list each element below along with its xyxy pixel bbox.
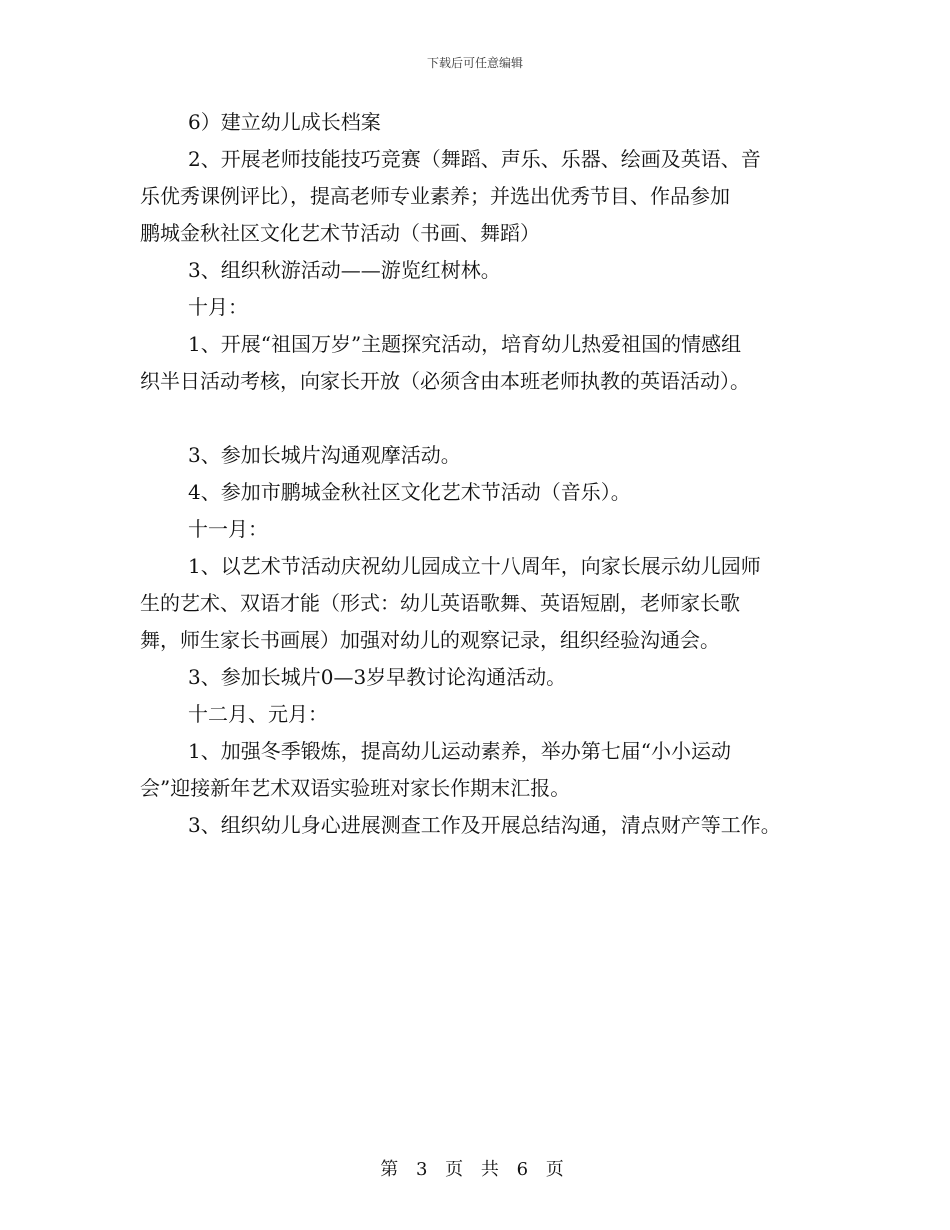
- paragraph-line: 3、组织幼儿身心进展测查工作及开展总结沟通，清点财产等工作。: [188, 813, 781, 837]
- paragraph-line: 鹏城金秋社区文化艺术节活动（书画、舞蹈）: [140, 221, 540, 245]
- paragraph-line: 生的艺术、双语才能（形式：幼儿英语歌舞、英语短剧，老师家长歌: [140, 591, 740, 615]
- paragraph-line: 舞，师生家长书画展）加强对幼儿的观察记录，组织经验沟通会。: [140, 628, 720, 652]
- section-heading: 十二月、元月：: [188, 702, 328, 726]
- document-body: [140, 112, 830, 852]
- paragraph-line: 6）建立幼儿成长档案: [188, 110, 381, 134]
- paragraph-line: 乐优秀课例评比），提高老师专业素养；并选出优秀节目、作品参加: [140, 184, 730, 208]
- paragraph-line: 4、参加市鹏城金秋社区文化艺术节活动（音乐）。: [188, 480, 631, 504]
- paragraph-line: 1、开展“祖国万岁”主题探究活动，培育幼儿热爱祖国的情感组: [188, 332, 742, 356]
- section-heading: 十一月：: [188, 517, 268, 541]
- page-header: 下载后可任意编辑: [426, 56, 523, 70]
- paragraph-line: 1、加强冬季锻炼，提高幼儿运动素养，举办第七届“小小运动: [188, 739, 731, 763]
- paragraph-line: 3、组织秋游活动——游览红树林。: [188, 258, 501, 282]
- paragraph-line: 会”迎接新年艺术双语实验班对家长作期末汇报。: [140, 776, 571, 800]
- paragraph-line: 织半日活动考核，向家长开放（必须含由本班老师执教的英语活动）。: [140, 369, 750, 393]
- paragraph-line: 3、参加长城片0—3岁早教讨论沟通活动。: [188, 665, 567, 689]
- paragraph-line: 2、开展老师技能技巧竞赛（舞蹈、声乐、乐器、绘画及英语、音: [188, 147, 761, 171]
- blank-line: [140, 408, 830, 445]
- section-heading: 十月：: [188, 295, 248, 319]
- paragraph-line: 1、以艺术节活动庆祝幼儿园成立十八周年，向家长展示幼儿园师: [188, 554, 761, 578]
- paragraph-line: 3、参加长城片沟通观摩活动。: [188, 443, 461, 467]
- page-footer: 第 3 页 共 6 页: [380, 1159, 570, 1180]
